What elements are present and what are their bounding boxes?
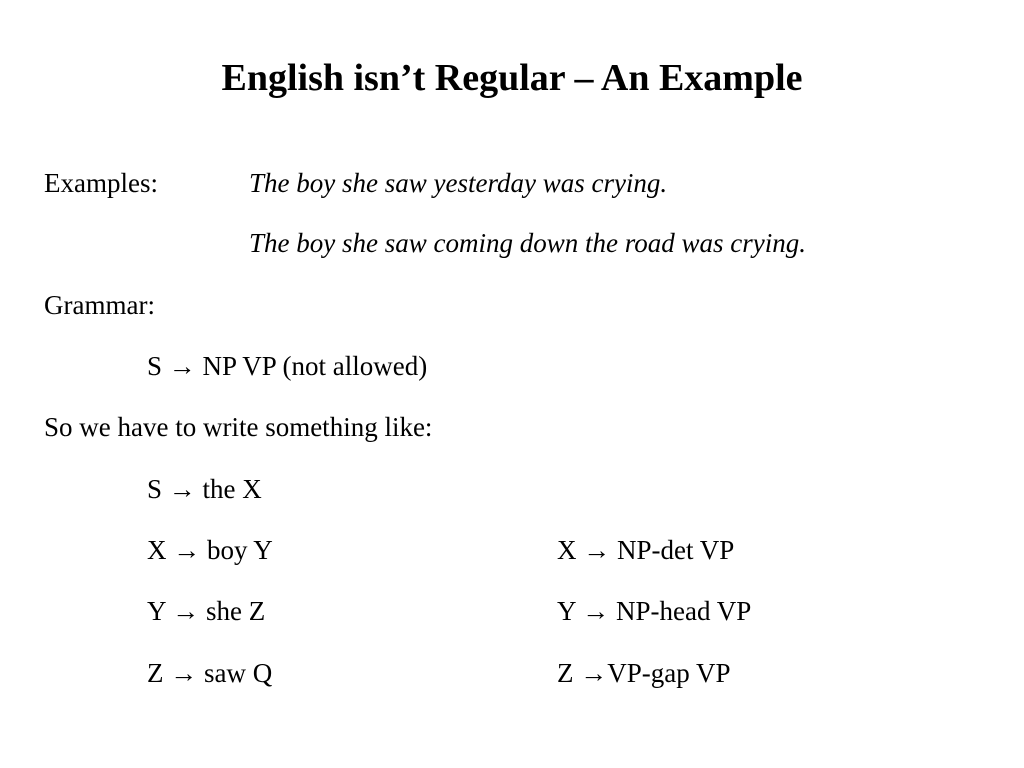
left-rule-x: X → boy Y <box>147 535 273 565</box>
right-rule-y: Y → NP-head VP <box>557 596 752 626</box>
examples-label: Examples: <box>44 168 158 198</box>
left-rule-y: Y → she Z <box>147 596 266 626</box>
example-sentence-2: The boy she saw coming down the road was crying. <box>249 228 806 258</box>
slide-title: English isn’t Regular – An Example <box>221 57 803 99</box>
rewrite-label: So we have to write something like: <box>44 412 433 442</box>
grammar-rule: S → NP VP (not allowed) <box>147 351 428 381</box>
start-rule: S → the X <box>147 474 262 504</box>
right-rule-z: Z →VP-gap VP <box>557 658 731 688</box>
right-rule-x: X → NP-det VP <box>557 535 735 565</box>
left-rule-z: Z → saw Q <box>147 658 273 688</box>
grammar-label: Grammar: <box>44 290 155 320</box>
example-sentence-1: The boy she saw yesterday was crying. <box>249 168 668 198</box>
